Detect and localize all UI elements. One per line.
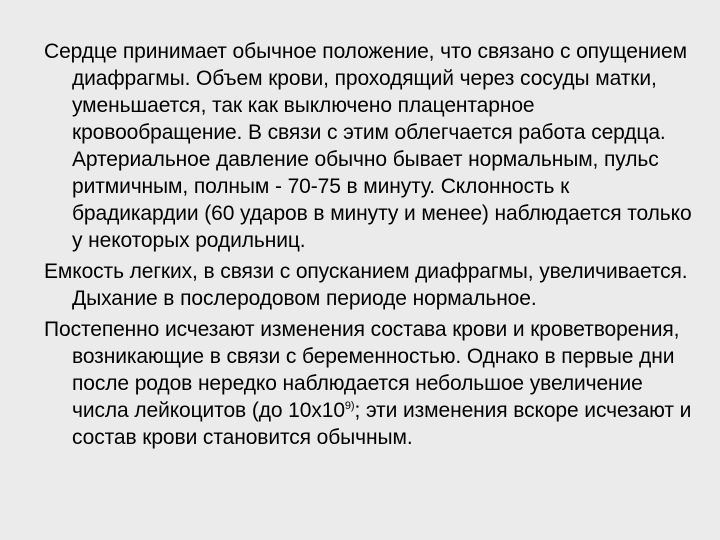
paragraph-blood [44,316,692,451]
paragraph-lungs: Емкость легких, в связи с опусканием диафрагмы, увеличивается. Дыхание в послеродовом периоде нормальное. [44,260,688,310]
paragraph-heart: Сердце принимает обычное положение, что связано с опущением диафрагмы. Объем крови, проходящий через сосуды матки, уменьшается, так как выключено плацентарное кровообращение. В связи с этим облегчается работа сердца. Артериальное давление обычно бывает нормальным, пульс ритмичным, полным - 70-75 в минуту. Склонность к брадикардии (60 ударов в минуту и менее) наблюдается только у некоторых родильниц. [44,40,692,252]
paragraph-blood-text-end: ; эти изменения вскоре исчезают и состав крови становится обычным. [72,399,692,449]
superscript-exponent: 9) [344,400,355,412]
slide-text-body [44,38,692,455]
paragraph-blood-text: Постепенно исчезают изменения состава крови и кроветворения, возникающие в связи с беременностью. Однако в первые дни после родов нередко наблюдается небольшое увеличение числа лейкоцитов (до 10х10 [44,318,680,422]
